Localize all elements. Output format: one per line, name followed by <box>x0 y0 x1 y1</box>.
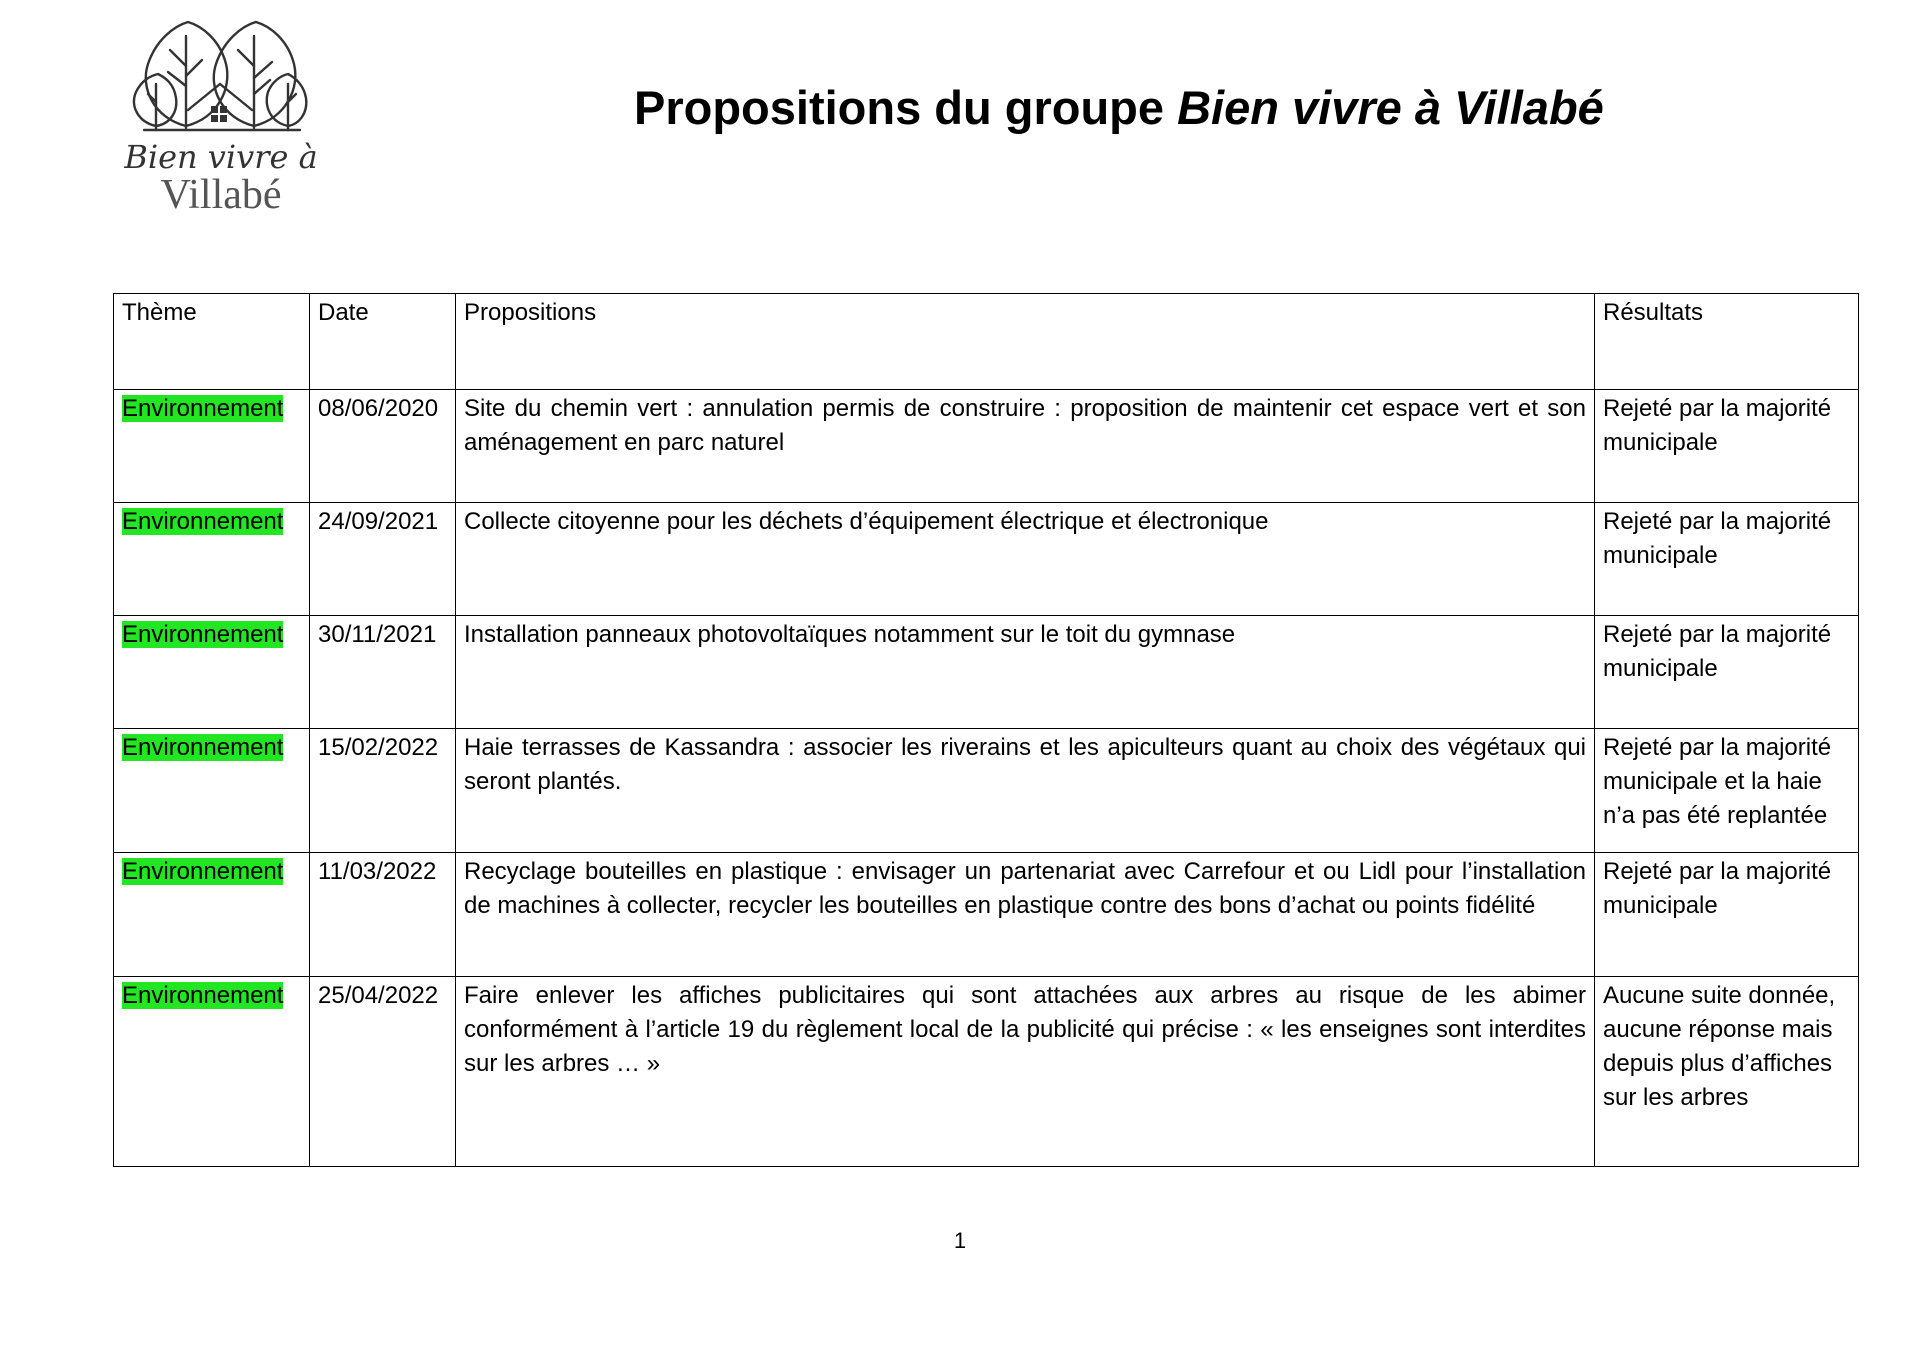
logo-bien-vivre-a-villabe <box>104 18 338 214</box>
header-resultats: Résultats <box>1595 294 1859 390</box>
page-title <box>634 81 1604 134</box>
cell-theme <box>114 390 310 503</box>
table-header-row <box>114 294 1859 390</box>
table-row <box>114 503 1859 616</box>
theme-highlight: Environnement <box>122 395 284 422</box>
cell-resultat: Rejeté par la majorité municipale <box>1595 503 1859 616</box>
cell-theme <box>114 503 310 616</box>
cell-date: 30/11/2021 <box>310 616 456 729</box>
cell-resultat: Aucune suite donnée, aucune réponse mais depuis plus d’affiches sur les arbres <box>1595 977 1859 1167</box>
theme-highlight: Environnement <box>122 508 284 535</box>
table-row <box>114 853 1859 977</box>
header-date: Date <box>310 294 456 390</box>
header-theme: Thème <box>114 294 310 390</box>
cell-resultat: Rejeté par la majorité municipale <box>1595 390 1859 503</box>
cell-resultat: Rejeté par la majorité municipale <box>1595 616 1859 729</box>
cell-proposition: Recyclage bouteilles en plastique : envisager un partenariat avec Carrefour et ou Lidl pour l’installation de machines à collecter, recycler les bouteilles en plastique contre des bons d’achat ou points fidélité <box>456 853 1595 977</box>
theme-highlight: Environnement <box>122 858 284 885</box>
cell-theme <box>114 729 310 853</box>
title-emphasis: Bien vivre à Villabé <box>1177 81 1604 134</box>
table-row <box>114 390 1859 503</box>
table-row <box>114 616 1859 729</box>
theme-highlight: Environnement <box>122 621 284 648</box>
table-row <box>114 977 1859 1167</box>
cell-proposition: Installation panneaux photovoltaïques notamment sur le toit du gymnase <box>456 616 1595 729</box>
cell-date: 15/02/2022 <box>310 729 456 853</box>
header-propositions: Propositions <box>456 294 1595 390</box>
cell-date: 24/09/2021 <box>310 503 456 616</box>
cell-date: 08/06/2020 <box>310 390 456 503</box>
theme-highlight: Environnement <box>122 734 284 761</box>
theme-highlight: Environnement <box>122 982 284 1009</box>
cell-date: 25/04/2022 <box>310 977 456 1167</box>
cell-theme <box>114 977 310 1167</box>
logo-text-line2: Villabé <box>160 172 282 214</box>
page-number: 1 <box>953 1228 967 1253</box>
propositions-table <box>113 293 1859 1167</box>
cell-proposition: Site du chemin vert : annulation permis de construire : proposition de maintenir cet espace vert et son aménagement en parc naturel <box>456 390 1595 503</box>
logo-text-line1: Bien vivre à <box>124 138 318 176</box>
title-prefix: Propositions du groupe <box>634 81 1178 134</box>
cell-theme <box>114 853 310 977</box>
cell-resultat: Rejeté par la majorité municipale et la haie n’a pas été replantée <box>1595 729 1859 853</box>
cell-proposition: Faire enlever les affiches publicitaires qui sont attachées aux arbres au risque de les abimer conformément à l’article 19 du règlement local de la publicité qui précise : « les enseignes sont interdites sur les arbres … » <box>456 977 1595 1167</box>
cell-date: 11/03/2022 <box>310 853 456 977</box>
cell-proposition: Haie terrasses de Kassandra : associer les riverains et les apiculteurs quant au choix des végétaux qui seront plantés. <box>456 729 1595 853</box>
cell-proposition: Collecte citoyenne pour les déchets d’équipement électrique et électronique <box>456 503 1595 616</box>
cell-resultat: Rejeté par la majorité municipale <box>1595 853 1859 977</box>
cell-theme <box>114 616 310 729</box>
table-row <box>114 729 1859 853</box>
